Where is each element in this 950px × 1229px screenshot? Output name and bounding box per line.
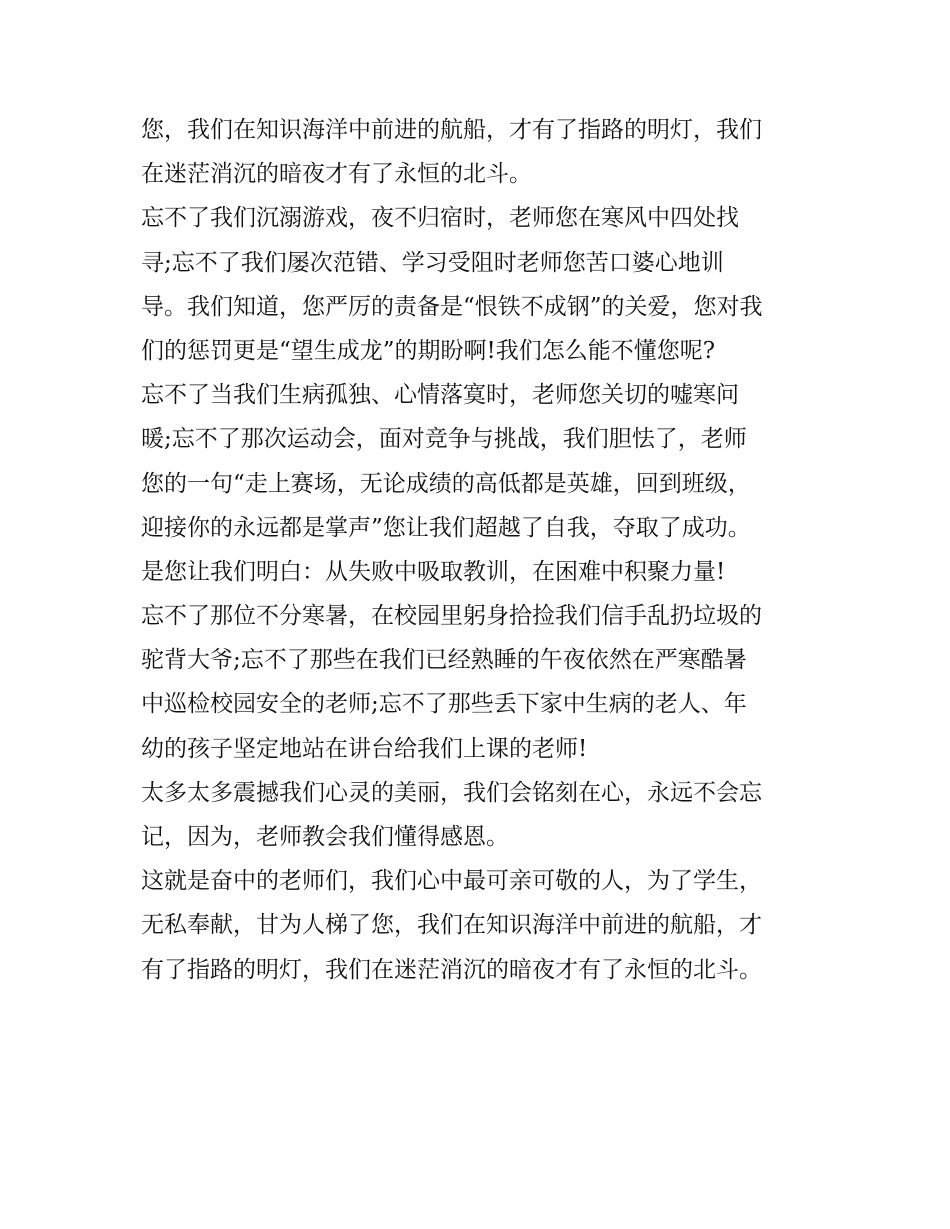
text-line: 们的惩罚更是“望生成龙”的期盼啊!我们怎么能不懂您呢? [141,337,716,364]
text-line: 寻;忘不了我们屡次范错、学习受阻时老师您苦口婆心地训 [141,249,724,276]
text-line: 是您让我们明白：从失败中吸取教训，在困难中积聚力量! [141,558,726,585]
text-line: 驼背大爷;忘不了那些在我们已经熟睡的午夜依然在严寒酷暑 [141,647,747,674]
text-line: 这就是奋中的老师们，我们心中最可亲可敬的人，为了学生， [141,868,762,895]
text-line: 太多太多震撼我们心灵的美丽，我们会铭刻在心，永远不会忘 [141,779,762,806]
text-line: 您，我们在知识海洋中前进的航船，才有了指路的明灯，我们 [141,117,762,143]
text-line: 在迷茫消沉的暗夜才有了永恒的北斗。 [141,161,532,188]
text-line: 忘不了我们沉溺游戏，夜不归宿时，老师您在寒风中四处找 [141,205,739,232]
body-text [141,108,821,992]
text-line: 幼的孩子坚定地站在讲台给我们上课的老师! [141,735,588,762]
text-line: 忘不了那位不分寒暑，在校园里躬身拾捡我们信手乱扔垃圾的 [141,603,762,630]
text-line: 迎接你的永远都是掌声”您让我们超越了自我，夺取了成功。 [141,514,751,541]
text-line: 无私奉献，甘为人梯了您，我们在知识海洋中前进的航船，才 [141,912,762,939]
text-line: 暖;忘不了那次运动会，面对竞争与挑战，我们胆怯了，老师 [141,426,747,453]
text-line: 中巡检校园安全的老师;忘不了那些丢下家中生病的老人、年 [141,691,747,718]
text-line: 记，因为，老师教会我们懂得感恩。 [141,824,509,850]
text-line: 导。我们知道，您严厉的责备是“恨铁不成钢”的关爱，您对我 [141,293,763,320]
text-line: 忘不了当我们生病孤独、心情落寞时，老师您关切的嘘寒问 [141,382,739,409]
text-line: 您的一句“走上赛场，无论成绩的高低都是英雄，回到班级， [141,470,751,497]
text-line: 有了指路的明灯，我们在迷茫消沉的暗夜才有了永恒的北斗。 [141,956,762,983]
